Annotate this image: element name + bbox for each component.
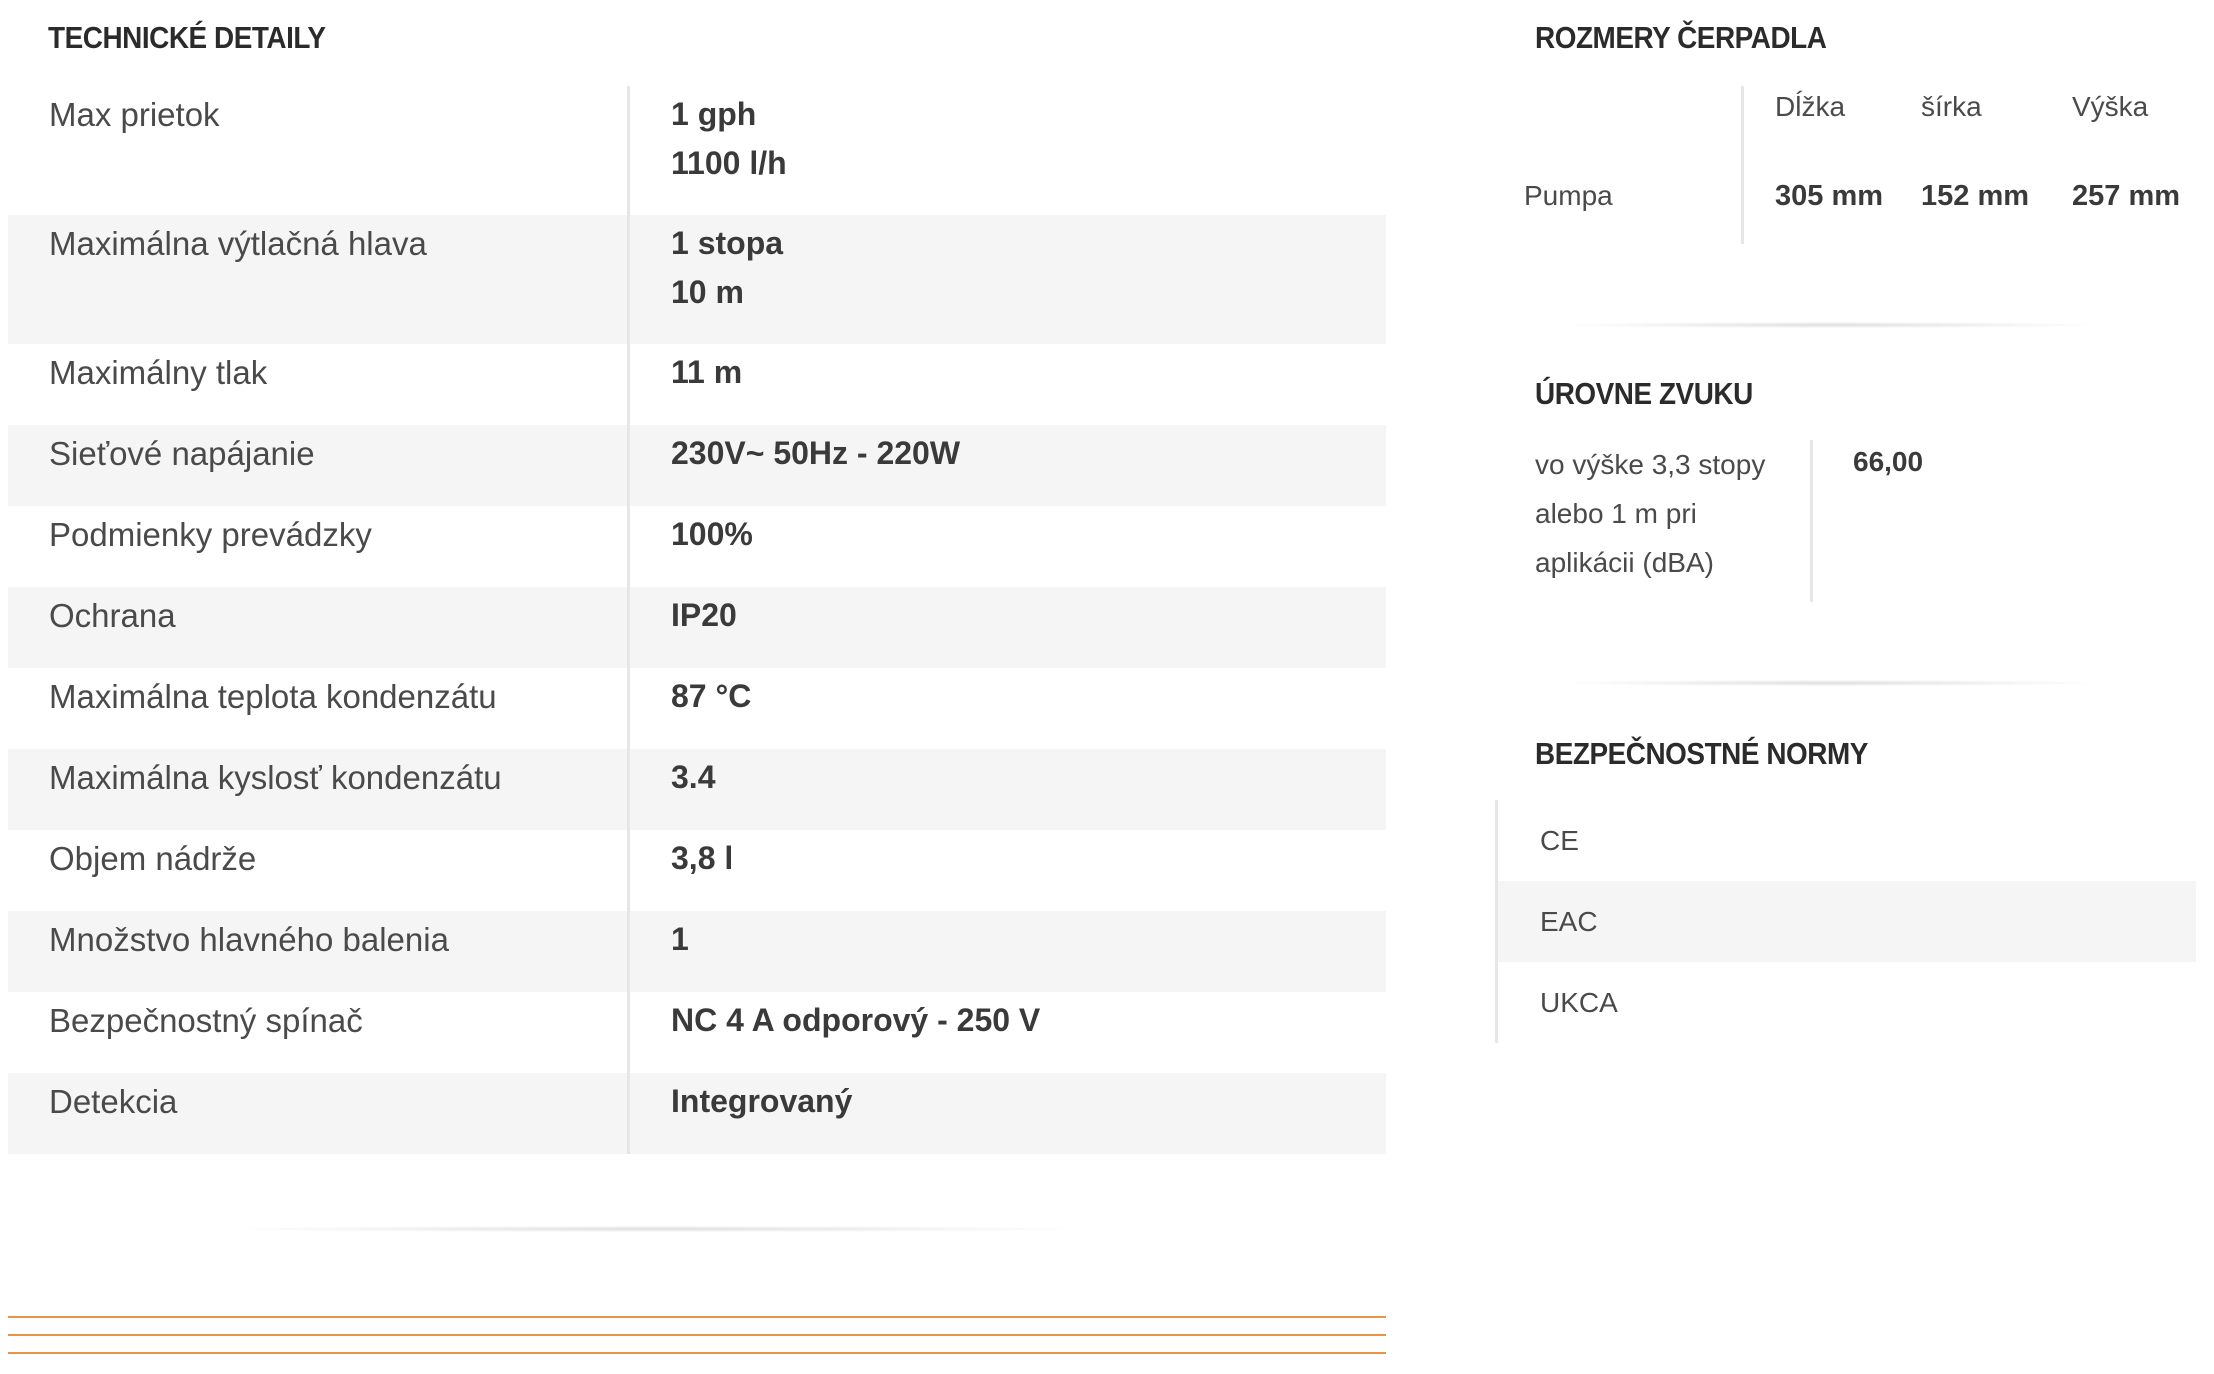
spec-label: Maximálna výtlačná hlava	[49, 225, 427, 262]
spec-value	[627, 749, 1386, 830]
sound-level-value: 66,00	[1853, 446, 1924, 477]
column-divider	[1810, 440, 1813, 602]
spec-value	[627, 587, 1386, 668]
spec-value	[627, 992, 1386, 1073]
technical-details-table	[8, 86, 1386, 1154]
spec-value-line: 230V~ 50Hz - 220W	[671, 435, 961, 471]
spec-value	[627, 506, 1386, 587]
pump-dimensions-title: ROZMERY ČERPADLA	[1535, 20, 1827, 55]
table-row	[8, 1073, 1386, 1154]
spec-label: Max prietok	[49, 96, 220, 133]
accent-line	[8, 1352, 1386, 1354]
safety-norms-title: BEZPEČNOSTNÉ NORMY	[1535, 736, 1868, 771]
spec-value-line: 3.4	[671, 759, 716, 795]
header-length: Dĺžka	[1775, 91, 1846, 122]
spec-value-line: 1 stopa	[671, 225, 784, 261]
spec-label: Maximálna teplota kondenzátu	[49, 678, 497, 715]
accent-line	[8, 1316, 1386, 1318]
column-divider	[1741, 86, 1744, 244]
row-label-pump: Pumpa	[1524, 180, 1613, 211]
spec-label: Bezpečnostný spínač	[49, 1002, 363, 1039]
spec-value	[627, 86, 1386, 215]
spec-value-line: NC 4 A odporový - 250 V	[671, 1002, 1041, 1038]
table-row	[8, 668, 1386, 749]
spec-value	[627, 1073, 1386, 1154]
spec-value-line: 100%	[671, 516, 753, 552]
header-height: Výška	[2072, 91, 2149, 122]
table-row	[8, 830, 1386, 911]
spec-label: Maximálna kyslosť kondenzátu	[49, 759, 502, 796]
sound-level-label	[1535, 440, 1785, 587]
spec-value	[627, 830, 1386, 911]
table-row	[8, 911, 1386, 992]
spec-label: Ochrana	[49, 597, 176, 634]
table-row	[8, 992, 1386, 1073]
table-row	[8, 86, 1386, 215]
value-width: 152 mm	[1921, 180, 2030, 212]
spec-label: Množstvo hlavného balenia	[49, 921, 449, 958]
spec-value	[627, 344, 1386, 425]
spec-value-line: Integrovaný	[671, 1083, 853, 1119]
spec-value	[627, 668, 1386, 749]
spec-label: Podmienky prevádzky	[49, 516, 372, 553]
value-length: 305 mm	[1775, 180, 1884, 212]
sound-levels-title: ÚROVNE ZVUKU	[1535, 376, 1753, 411]
section-divider	[1570, 322, 2090, 328]
table-row	[8, 587, 1386, 668]
pump-dimensions-table	[1520, 86, 2196, 244]
table-row	[8, 344, 1386, 425]
sound-label-line: alebo 1 m pri	[1535, 498, 1697, 529]
spec-label: Detekcia	[49, 1083, 178, 1120]
spec-value-line: 1100 l/h	[671, 145, 787, 181]
spec-label: Maximálny tlak	[49, 354, 268, 391]
spec-value-line: 11 m	[671, 354, 743, 390]
table-row	[8, 506, 1386, 587]
section-divider	[240, 1226, 1070, 1232]
value-height: 257 mm	[2072, 180, 2181, 212]
header-width: šírka	[1921, 91, 1982, 122]
norm-item: CE	[1540, 825, 1579, 856]
spec-label: Sieťové napájanie	[49, 435, 315, 472]
spec-value-line: 1 gph	[671, 96, 757, 132]
spec-value-line: 87 °C	[671, 678, 752, 714]
sound-label-line: aplikácii (dBA)	[1535, 547, 1714, 578]
norm-item: UKCA	[1540, 987, 1618, 1018]
safety-norms-list	[1495, 800, 2196, 1043]
table-row	[8, 215, 1386, 344]
spec-value-line: 10 m	[671, 274, 744, 310]
sound-label-line: vo výške 3,3 stopy	[1535, 449, 1766, 480]
spec-value-line: IP20	[671, 597, 737, 633]
spec-value	[627, 425, 1386, 506]
norm-item: EAC	[1498, 881, 2196, 962]
technical-details-title: TECHNICKÉ DETAILY	[48, 20, 326, 55]
section-divider	[1570, 680, 2090, 686]
spec-value	[627, 215, 1386, 344]
spec-value	[627, 911, 1386, 992]
spec-label: Objem nádrže	[49, 840, 257, 877]
table-row	[8, 749, 1386, 830]
accent-line	[8, 1334, 1386, 1336]
spec-value-line: 3,8 l	[671, 840, 734, 876]
spec-value-line: 1	[671, 921, 689, 957]
table-row	[8, 425, 1386, 506]
